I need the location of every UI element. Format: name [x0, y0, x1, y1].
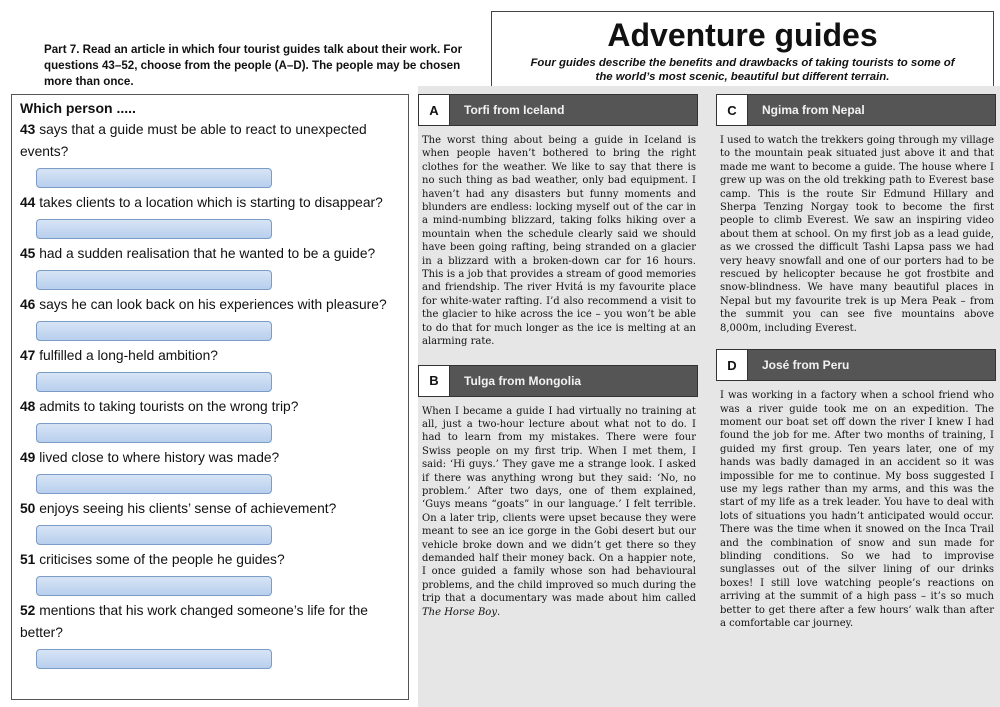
question-text [20, 294, 400, 316]
question-prompt: mentions that his work changed someone’s life for the better? [20, 603, 368, 640]
question-text [20, 192, 400, 214]
instructions: Part 7. Read an article in which four tourist guides talk about their work. For questions 43–52, choose from the people (A–D). The people may be chosen more than once. [44, 43, 463, 88]
question-prompt: had a sudden realisation that he wanted to be a guide? [39, 246, 376, 261]
page-title: Adventure guides [607, 17, 878, 53]
section-a-text: The worst thing about being a guide in Iceland is when people haven’t bothered to bring the right clothes for the weather. We like to say that there is no such thing as bad weather, only bad equipment. I haven’t had any disasters but funny moments and blunders are endless: locking myself out of the car in a mind-numbing blizzard, taking folks hiking over a mountain when the schedule clearly said we should have been going rafting, being stranded on a glacier in a blizzard with a broken-down car for 16 hours. This is a job that provides a stream of good memories and friendship. The river Hvitá is my favourite place for white-water rafting. I’d also recommend a visit to the glacier to hike across the ice – you won’t be able to do that for much longer as the ice is melting at an alarming rate. [422, 135, 696, 348]
section-name: José from Peru [762, 358, 850, 373]
question-number: 52 [20, 603, 36, 618]
question-50 [20, 498, 400, 545]
question-45 [20, 243, 400, 290]
question-text [20, 498, 400, 520]
question-prompt: fulfilled a long-held ambition? [39, 348, 218, 363]
question-44 [20, 192, 400, 239]
section-letter: A [419, 95, 450, 125]
question-number: 46 [20, 297, 36, 312]
question-text [20, 447, 400, 469]
answer-input-46[interactable] [36, 321, 272, 341]
question-number: 43 [20, 122, 36, 137]
title-box [491, 11, 994, 87]
question-prompt: takes clients to a location which is starting to disappear? [39, 195, 383, 210]
question-43 [20, 119, 400, 188]
question-49 [20, 447, 400, 494]
question-number: 45 [20, 246, 36, 261]
questions-heading: Which person ..... [20, 100, 136, 116]
question-text [20, 119, 400, 163]
section-name: Tulga from Mongolia [464, 373, 582, 388]
question-number: 51 [20, 552, 36, 567]
section-b-header [418, 365, 698, 397]
question-number: 48 [20, 399, 36, 414]
question-text [20, 600, 400, 644]
section-b-end: . [496, 606, 501, 618]
article-column-left [418, 86, 698, 619]
section-letter: B [419, 366, 450, 396]
section-c-header [716, 94, 996, 126]
article-column-right [716, 86, 996, 630]
question-number: 50 [20, 501, 36, 516]
question-number: 47 [20, 348, 36, 363]
question-text [20, 549, 400, 571]
question-prompt: criticises some of the people he guides? [39, 552, 285, 567]
question-prompt: enjoys seeing his clients’ sense of achievement? [39, 501, 337, 516]
question-51 [20, 549, 400, 596]
question-text [20, 345, 400, 367]
section-name: Ngima from Nepal [762, 103, 865, 117]
answer-input-52[interactable] [36, 649, 272, 669]
answer-input-45[interactable] [36, 270, 272, 290]
question-text [20, 243, 400, 265]
questions-panel [11, 94, 409, 700]
question-text [20, 396, 400, 418]
question-46 [20, 294, 400, 341]
section-b-text [418, 405, 698, 620]
subtitle: Four guides describe the benefits and drawbacks of taking tourists to some of the world’s most scenic, beautiful but different terrain. [530, 57, 955, 83]
answer-input-47[interactable] [36, 372, 272, 392]
answer-input-43[interactable] [36, 168, 272, 188]
question-number: 49 [20, 450, 36, 465]
section-letter: D [717, 350, 748, 380]
question-47 [20, 345, 400, 392]
question-prompt: lived close to where history was made? [39, 450, 280, 465]
answer-input-50[interactable] [36, 525, 272, 545]
answer-input-49[interactable] [36, 474, 272, 494]
answer-input-44[interactable] [36, 219, 272, 239]
section-name: Torfi from Iceland [464, 103, 565, 117]
question-prompt: admits to taking tourists on the wrong trip? [39, 399, 299, 414]
section-d-text: I was working in a factory when a school friend who was a river guide took me on an expedition. The moment our boat set off down the river I knew I had found the job for me. After two months of training, I guided my first group. Ten years later, one of my hands was badly damaged in an accident so it was impossible for me to continue. My boss suggested I use my legs rather than my arms, and this was the start of my life as a trek leader. You have to deal with lots of situations you hadn’t anticipated would occur. There was the time when it snowed on the Inca Trail and the combination of snow and sun made for blinding conditions. So we had to improvise sunglasses out of the silver lining of our drinks boxes! I still love watching people’s reactions on arriving at the summit of a high pass – it’s so much better to get there after a few hours’ walk than after a comfortable car journey. [720, 390, 994, 629]
question-prompt: says he can look back on his experiences with pleasure? [39, 297, 387, 312]
section-d-header [716, 349, 996, 381]
section-letter: C [717, 95, 748, 125]
section-b-body: When I became a guide I had virtually no training at all, just a two-hour lecture about what not to do. I had to learn from my mistakes. There were four Swiss people on my first trip. When I met them, I said: ‘Hi guys.’ They gave me a strange look. I asked if there was anything wrong but they said: ‘No, no problem.’ After two days, one of them explained, ‘Guys means “goats” in our language.’ I felt terrible. On a later trip, clients were upset because they were meant to see an ice gorge in the Gobi desert but our vehicle broke down and we didn’t get there so they demanded half their money back. On a happier note, I once guided a family whose son had behavioural problems, and the child improved so much during the trip that a documentary was made about him called [422, 405, 696, 605]
section-a-header [418, 94, 698, 126]
article-panel [418, 86, 1000, 707]
answer-input-48[interactable] [36, 423, 272, 443]
answer-input-51[interactable] [36, 576, 272, 596]
question-52 [20, 600, 400, 669]
question-48 [20, 396, 400, 443]
question-prompt: says that a guide must be able to react to unexpected events? [20, 122, 367, 159]
film-title: The Horse Boy [422, 606, 497, 618]
section-c-text: I used to watch the trekkers going through my village to the mountain peak situated just above it and that made me want to become a guide. The house where I grew up was on the old trekking path to Everest base camp. This is the route Sir Edmund Hillary and Sherpa Tenzing Norgay took to become the first people to climb Everest. We saw an inspiring video about them at school. On my first job as a lead guide, as we crossed the difficult Tashi Lapsa pass we had very heavy snowfall and one of our porters had to be rescued by helicopter because he got frostbite and snow-blindness. We have many beautiful places in Nepal but my favourite trek is up Mera Peak – from the summit you can see five mountains above 8,000m, including Everest. [720, 135, 994, 334]
question-number: 44 [20, 195, 36, 210]
